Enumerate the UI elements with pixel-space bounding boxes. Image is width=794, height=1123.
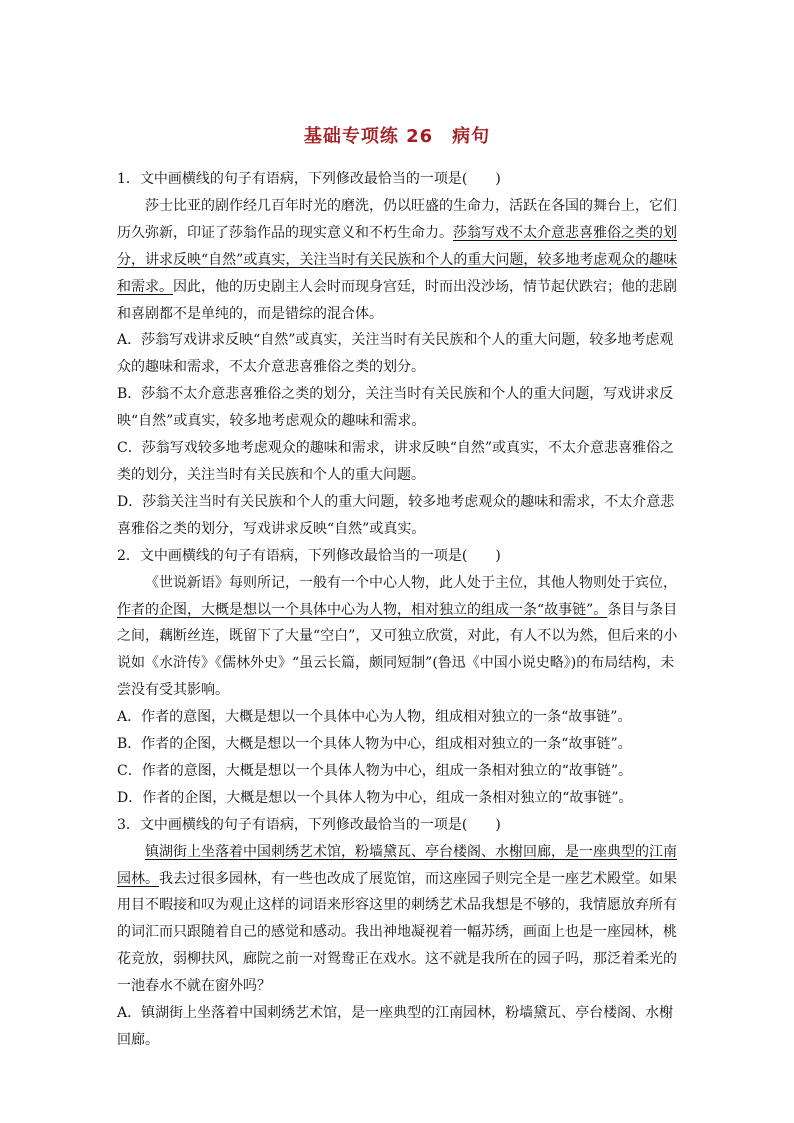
question-1-option-c: C．莎翁写戏较多地考虑观众的趣味和需求，讲求反映“自然”或真实，不太介意悲喜雅俗之类的划分，关注当时有关民族和个人的重大问题。 bbox=[117, 440, 675, 483]
page-title: 基础专项练 26 病句 bbox=[303, 126, 491, 147]
question-3-option-a: A．镇湖街上坐落着中国刺绣艺术馆，是一座典型的江南园林，粉墙黛瓦、亭台楼阁、水榭回廊。 bbox=[117, 1005, 674, 1048]
question-2-option-b: B．作者的企图，大概是想以一个具体人物为中心，组成相对独立的一条“故事链”。 bbox=[117, 736, 632, 753]
underlined-sentence: 镇湖街上坐落着中国刺绣艺术馆，粉墙黛瓦、亭台楼阁、水榭回廊，是一座典型的江南园林。 bbox=[117, 843, 677, 887]
question-3-passage bbox=[117, 839, 679, 1000]
question-1-option-d: D．莎翁关注当时有关民族和个人的重大问题，较多地考虑观众的趣味和需求，不太介意悲喜雅俗之类的划分，写戏讲求反映“自然”或真实。 bbox=[117, 493, 675, 537]
document-body bbox=[117, 166, 679, 1054]
question-3-stem: 3．文中画横线的句子有语病，下列修改最恰当的一项是( ) bbox=[117, 816, 501, 833]
question-1-passage bbox=[117, 193, 679, 328]
question-1-option-a: A．莎翁写戏讲求反映“自然”或真实，关注当时有关民族和个人的重大问题，较多地考虑观众的趣味和需求，不太介意悲喜雅俗之类的划分。 bbox=[117, 332, 674, 376]
underlined-sentence: 作者的企图，大概是想以一个具体中心为人物，相对独立的组成一条“故事链”。 bbox=[117, 601, 608, 618]
passage-text: 《世说新语》每则所记，一般有一个中心人物，此人处于主位，其他人物则处于宾位， bbox=[145, 574, 677, 591]
question-1-stem: 1．文中画横线的句子有语病，下列修改最恰当的一项是( ) bbox=[117, 171, 501, 187]
passage-text: 因此，他的历史剧主人会时而现身宫廷，时而出没沙场，情节起伏跌宕；他的悲剧和喜剧都不是单纯的，而是错综的混合体。 bbox=[117, 278, 677, 322]
question-2-option-c: C．作者的意图，大概是想以一个具体人物为中心，组成一条相对独立的“故事链”。 bbox=[117, 762, 633, 779]
underlined-sentence: 莎翁写戏不太介意悲喜雅俗之类的划分，讲求反映“自然”或真实，关注当时有关民族和个人的重大问题，较多地考虑观众的趣味和需求。 bbox=[117, 224, 678, 295]
passage-text: 条目与条目之间，藕断丝连，既留下了大量“空白”，又可独立欣赏，对此，有人不以为然，但后来的小说如《水浒传》《儒林外史》“虽云长篇，颇同短制”(鲁迅《中国小说史略》)的布局结构，未尝没有受其影响。 bbox=[117, 601, 678, 699]
passage-text: 我去过很多园林，有一些也改成了展览馆，而这座园子则完全是一座艺术殿堂。如果用目不暇接和叹为观止这样的词语来形容这里的刺绣艺术品我想是不够的，我情愿放弃所有的词汇而只跟随着自己的感觉和感动。我出神地凝视着一幅苏绣，画面上也是一座园林，桃花竞放，弱柳扶风，廊院之前一对鸳鸯正在戏水。这不就是我所在的园子吗，那泛着柔光的一池春水不就在窗外吗？ bbox=[117, 870, 677, 995]
question-2-option-a: A．作者的意图，大概是想以一个具体中心为人物，组成相对独立的一条“故事链”。 bbox=[117, 709, 632, 726]
passage-text: 莎士比亚的剧作经几百年时光的磨洗，仍以旺盛的生命力，活跃在各国的舞台上，它们历久弥新，印证了莎翁作品的现实意义和不朽生命力。 bbox=[117, 197, 677, 241]
question-2-passage bbox=[117, 570, 679, 705]
question-2-option-d: D．作者的企图，大概是想以一个具体人物为中心，组成一条相对独立的“故事链”。 bbox=[117, 789, 633, 806]
question-1-option-b: B．莎翁不太介意悲喜雅俗之类的划分，关注当时有关民族和个人的重大问题，写戏讲求反映“自然”或真实，较多地考虑观众的趣味和需求。 bbox=[117, 386, 674, 430]
question-2-stem: 2．文中画横线的句子有语病，下列修改最恰当的一项是( ) bbox=[117, 547, 501, 564]
